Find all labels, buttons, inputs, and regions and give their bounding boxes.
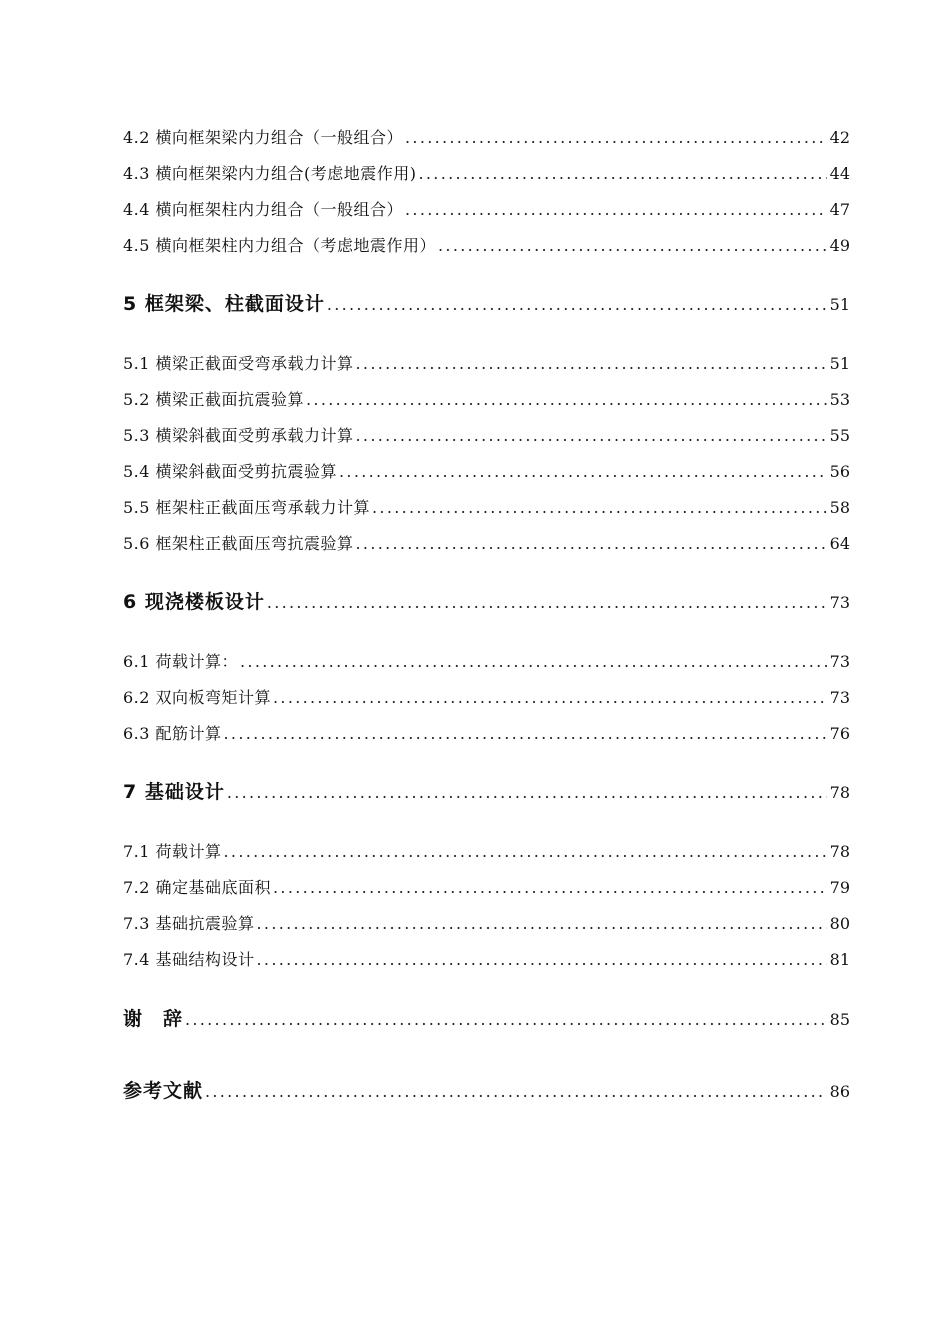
toc-entry-title: 6.3 配筋计算 [123,724,222,743]
toc-entry-title: 5.1 横梁正截面受弯承载力计算 [123,354,354,373]
toc-dot-leader [405,198,827,222]
toc-entry-4-2[interactable] [123,126,850,150]
toc-entry-7-4[interactable] [123,948,850,972]
toc-entry-page: 73 [829,688,850,707]
toc-dot-leader [356,532,827,556]
toc-entry-page: 42 [829,128,850,147]
toc-dot-leader [372,496,827,520]
toc-entry-5-2[interactable] [123,388,850,412]
toc-entry-title: 4.5 横向框架柱内力组合（考虑地震作用） [123,236,437,255]
toc-dot-leader [185,1006,827,1034]
toc-entry-6-3[interactable] [123,722,850,746]
toc-entry-6-2[interactable] [123,686,850,710]
toc-entry-title: 7.4 基础结构设计 [123,950,255,969]
toc-entry-page: 86 [829,1082,850,1101]
toc-chapter-6[interactable] [123,588,850,616]
toc-entry-title: 6.1 荷载计算： [123,652,239,671]
toc-entry-title: 6.2 双向板弯矩计算 [123,688,272,707]
toc-entry-title: 5.3 横梁斜截面受剪承载力计算 [123,426,354,445]
toc-entry-title: 4.4 横向框架柱内力组合（一般组合） [123,200,404,219]
toc-dot-leader [257,948,827,972]
toc-dot-leader [205,1078,827,1106]
toc-entry-5-4[interactable] [123,460,850,484]
toc-entry-title: 5 框架梁、柱截面设计 [123,293,325,315]
toc-entry-page: 78 [829,783,850,802]
toc-dot-leader [339,460,827,484]
toc-entry-6-1[interactable] [123,650,850,674]
toc-entry-title: 7.2 确定基础底面积 [123,878,272,897]
toc-entry-5-6[interactable] [123,532,850,556]
toc-dot-leader [224,722,827,746]
toc-dot-leader [306,388,827,412]
toc-entry-5-3[interactable] [123,424,850,448]
toc-entry-title: 4.3 横向框架梁内力组合(考虑地震作用) [123,164,417,183]
toc-entry-page: 73 [829,593,850,612]
toc-dot-leader [224,840,827,864]
toc-entry-5-5[interactable] [123,496,850,520]
toc-entry-page: 55 [829,426,850,445]
toc-entry-page: 51 [829,295,850,314]
toc-dot-leader [356,352,827,376]
toc-entry-title: 7 基础设计 [123,781,225,803]
toc-entry-title: 4.2 横向框架梁内力组合（一般组合） [123,128,404,147]
toc-entry-page: 64 [829,534,850,553]
toc-entry-4-3[interactable] [123,162,850,186]
toc-entry-title: 6 现浇楼板设计 [123,591,265,613]
toc-dot-leader [405,126,827,150]
toc-entry-page: 49 [829,236,850,255]
toc-dot-leader [273,686,827,710]
toc-chapter-5[interactable] [123,290,850,318]
toc-dot-leader [438,234,827,258]
toc-entry-7-1[interactable] [123,840,850,864]
toc-entry-page: 73 [829,652,850,671]
toc-dot-leader [240,650,827,674]
toc-entry-page: 79 [829,878,850,897]
toc-dot-leader [257,912,827,936]
toc-entry-title: 7.1 荷载计算 [123,842,222,861]
toc-entry-title: 5.2 横梁正截面抗震验算 [123,390,305,409]
toc-entry-4-5[interactable] [123,234,850,258]
toc-dot-leader [267,589,827,617]
toc-entry-title: 7.3 基础抗震验算 [123,914,255,933]
toc-entry-title: 5.4 横梁斜截面受剪抗震验算 [123,462,338,481]
toc-entry-title: 参考文献 [123,1080,204,1102]
toc-references[interactable] [123,1077,850,1105]
toc-entry-page: 76 [829,724,850,743]
toc-dot-leader [327,291,827,319]
toc-entry-title: 谢 辞 [123,1008,184,1030]
toc-dot-leader [356,424,827,448]
toc-entry-page: 78 [829,842,850,861]
toc-entry-page: 44 [829,164,850,183]
toc-entry-5-1[interactable] [123,352,850,376]
toc-dot-leader [419,162,827,186]
toc-entry-page: 51 [829,354,850,373]
toc-dot-leader [227,779,827,807]
toc-chapter-7[interactable] [123,778,850,806]
toc-entry-7-2[interactable] [123,876,850,900]
toc-entry-page: 85 [829,1010,850,1029]
toc-entry-title: 5.6 框架柱正截面压弯抗震验算 [123,534,354,553]
toc-entry-page: 58 [829,498,850,517]
toc-dot-leader [273,876,827,900]
toc-acknowledgements[interactable] [123,1005,850,1033]
toc-entry-4-4[interactable] [123,198,850,222]
toc-entry-page: 81 [829,950,850,969]
toc-entry-page: 47 [829,200,850,219]
toc-entry-page: 53 [829,390,850,409]
toc-entry-title: 5.5 框架柱正截面压弯承载力计算 [123,498,371,517]
toc-entry-7-3[interactable] [123,912,850,936]
toc-entry-page: 56 [829,462,850,481]
toc-entry-page: 80 [829,914,850,933]
